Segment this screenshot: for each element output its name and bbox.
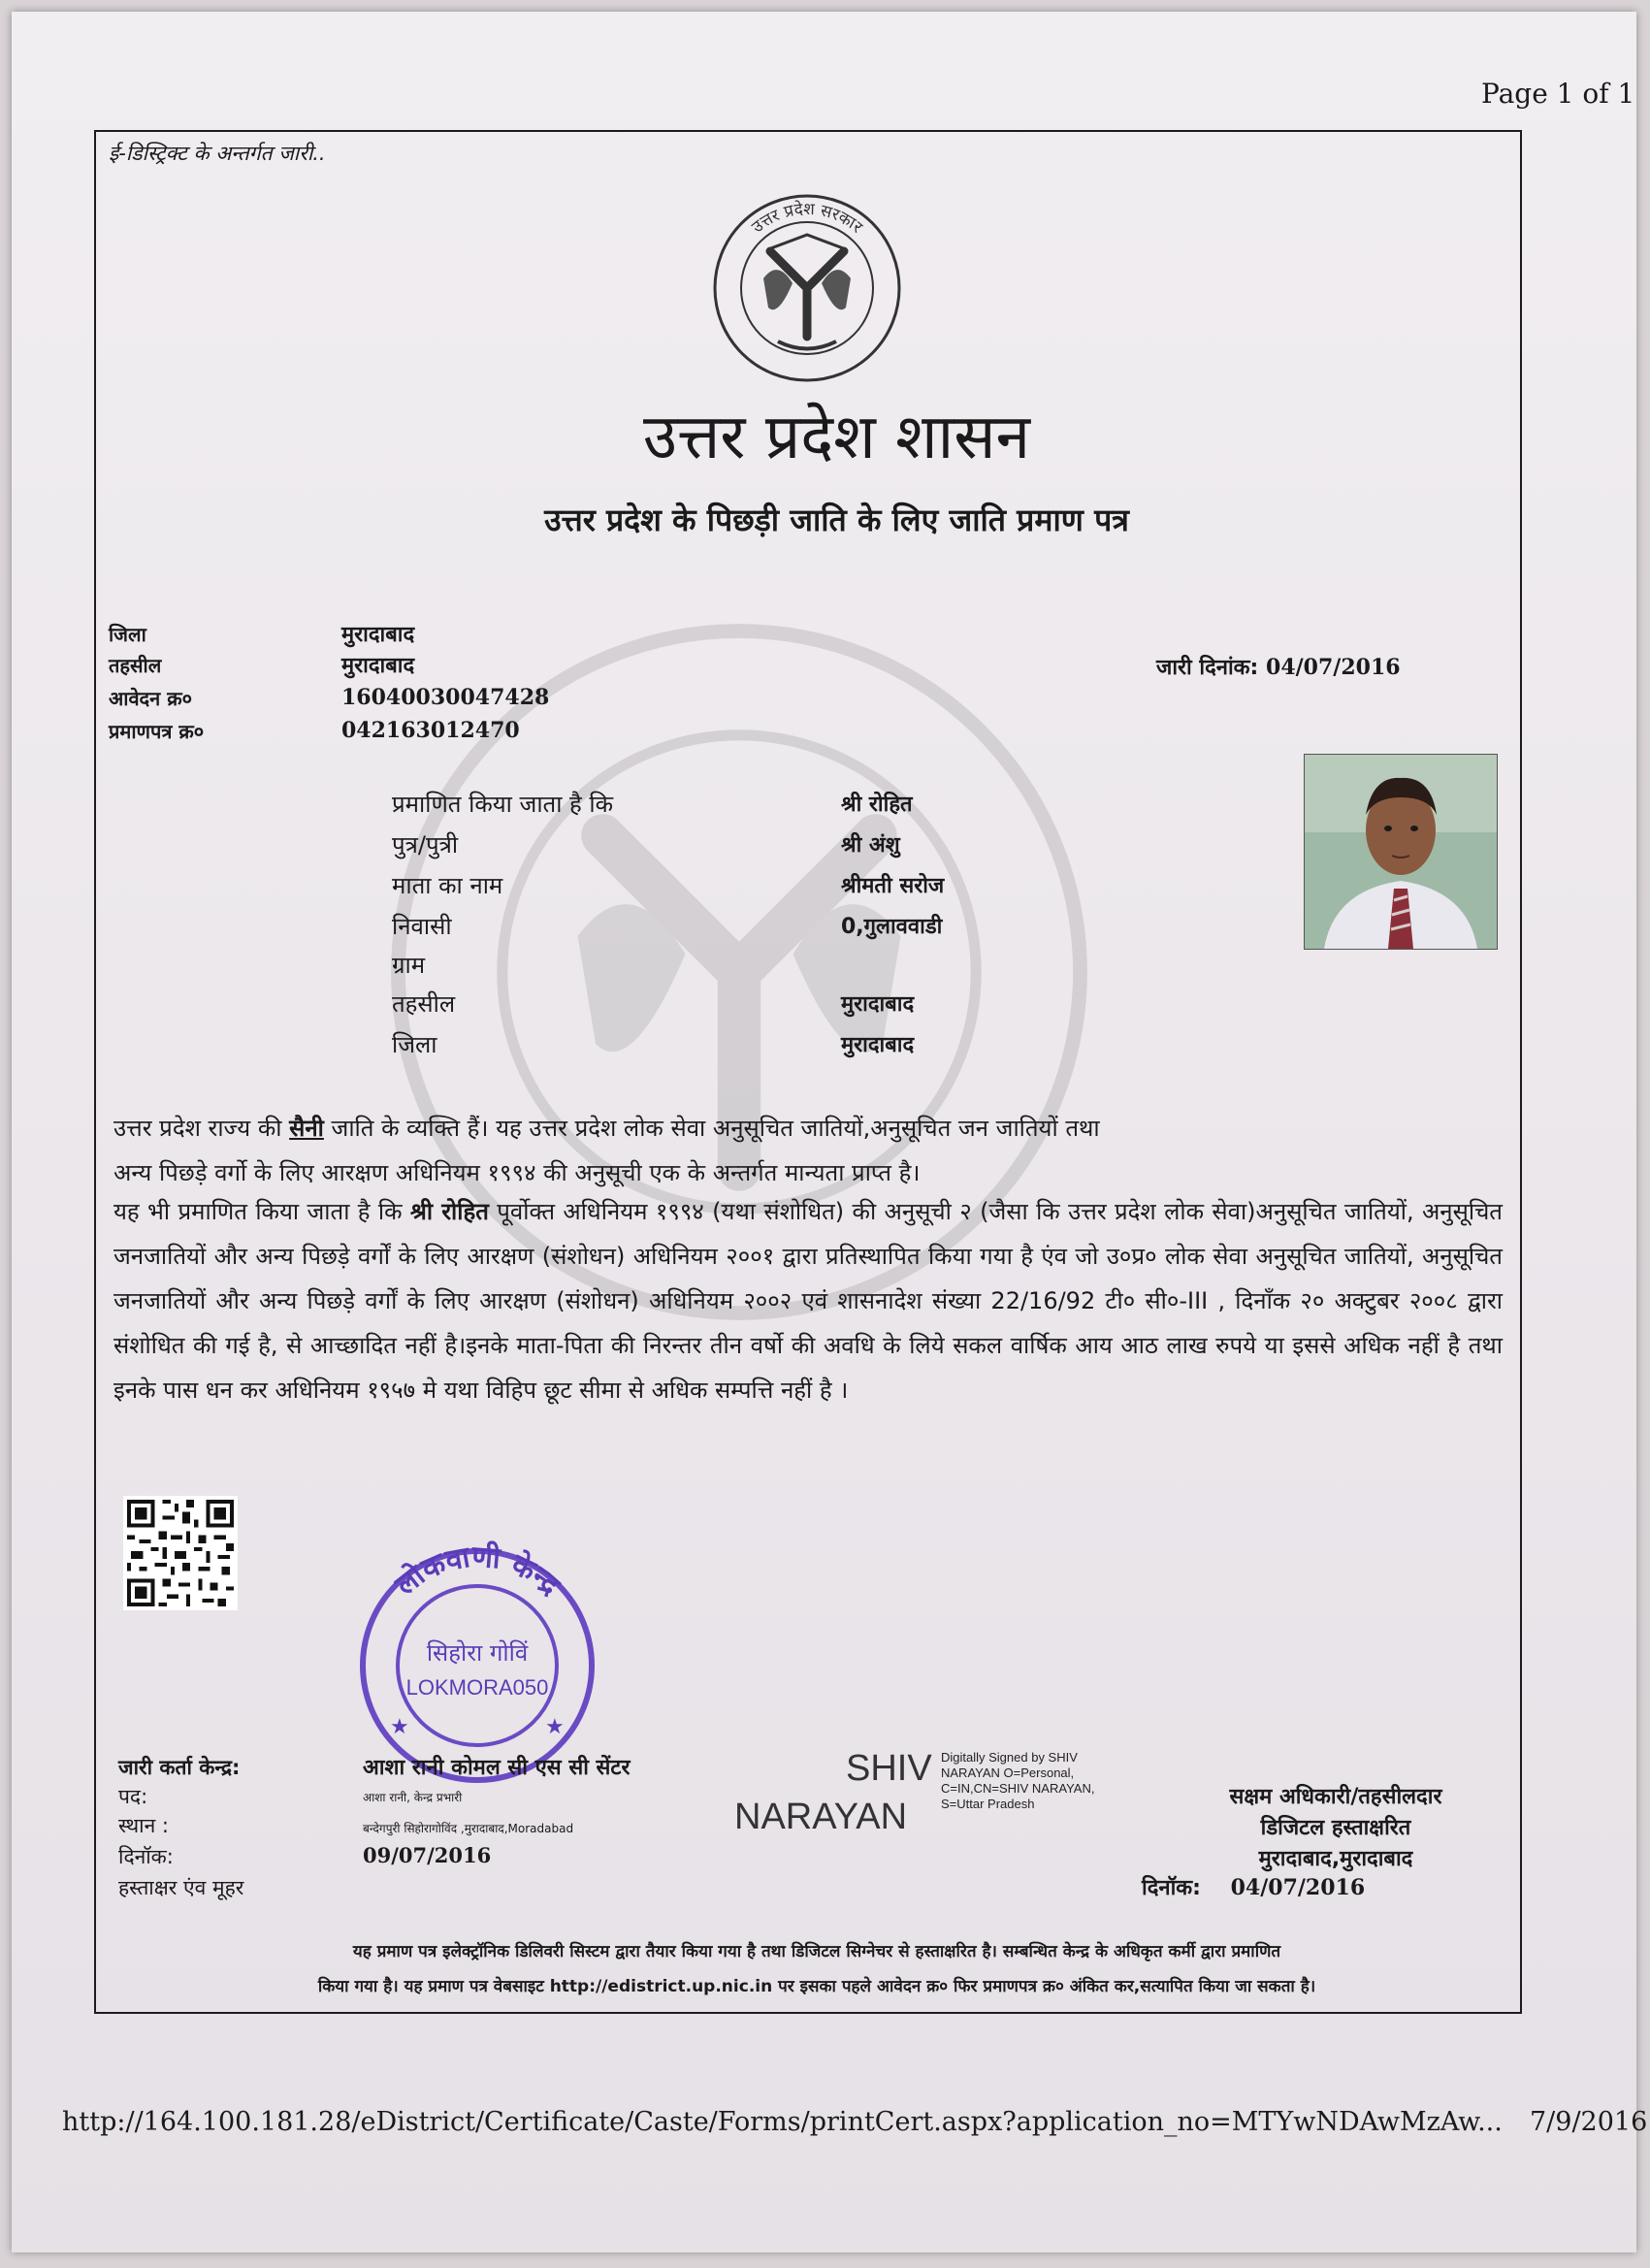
resident-label: निवासी — [392, 913, 452, 940]
certificate-no-label: प्रमाणपत्र क्र० — [109, 720, 205, 743]
page-label: Page 1 of 1 — [1481, 78, 1635, 110]
district-label: जिला — [109, 623, 146, 646]
issuing-center-label: जारी कर्ता केन्द्र: — [118, 1756, 241, 1779]
signer-name-last: NARAYAN — [734, 1797, 908, 1837]
place-label: स्थान : — [118, 1814, 170, 1837]
issue-date-label: जारी दिनांक: — [1156, 656, 1259, 680]
signature-seal-label: हस्ताक्षर एंव मूहर — [118, 1876, 244, 1899]
authority-date-label: दिनॉक: — [1142, 1876, 1201, 1900]
certificate-no-value: 042163012470 — [341, 718, 520, 743]
verification-note-line2: किया गया है। यह प्रमाण पत्र वेबसाइट http://edistrict.up.nic.in पर इसका पहले आवेदन क्र० फिर प्रमाणपत्र क्र० अंकित कर,सत्यापित किया जा सकता है। — [317, 1977, 1316, 1996]
certificate-subtitle: उत्तर प्रदेश के पिछड़ी जाति के लिए जाति प्रमाण पत्र — [544, 502, 1129, 538]
issue-date — [1156, 652, 1401, 681]
print-url: http://164.100.181.28/eDistrict/Certificate/Caste/Forms/printCert.aspx?application_no=MTYwNDAwMzAw... — [62, 2107, 1503, 2137]
caste-name: सैनी — [289, 1115, 324, 1142]
issue-date-value: 04/07/2016 — [1266, 655, 1401, 680]
certified-label: प्रमाणित किया जाता है कि — [392, 791, 614, 818]
post-value: आशा रानी, केन्द्र प्रभारी — [363, 1791, 463, 1804]
up-government-emblem — [710, 191, 904, 385]
parent-name: श्री अंशु — [841, 833, 900, 858]
svg-text:लोकवाणी केन्द्र — [388, 1539, 567, 1604]
application-no-label: आवेदन क्र० — [109, 687, 193, 710]
district-value: मुरादाबाद — [341, 623, 415, 647]
income-statement-name: श्री रोहित — [409, 1198, 489, 1225]
resident-value: 0,गुलाववाडी — [841, 915, 943, 939]
detail-tehsil-value: मुरादाबाद — [841, 992, 915, 1017]
certified-name: श्री रोहित — [841, 793, 913, 817]
caste-statement-line2: अन्य पिछड़े वर्गो के लिए आरक्षण अधिनियम १९९४ की अनुसूची एक के अन्तर्गत मान्यता प्राप्त है। — [113, 1159, 921, 1186]
mother-label: माता का नाम — [392, 872, 503, 899]
emblem-text: उत्तर प्रदेश सरकार — [748, 199, 866, 238]
verification-note-line1: यह प्रमाण पत्र इलेक्ट्रॉनिक डिलिवरी सिस्टम द्वारा तैयार किया गया है तथा डिजिटल सिग्नेचर से हस्ताक्षरित है। सम्बन्धित केन्द्र के अधिकृत कर्मी द्वारा प्रमाणित — [352, 1942, 1281, 1961]
applicant-photo — [1304, 754, 1498, 950]
post-label: पद: — [118, 1785, 148, 1808]
issue-center-date-label: दिनॉक: — [118, 1845, 174, 1868]
caste-statement — [113, 1106, 1503, 1195]
page-title: उत्तर प्रदेश शासन — [643, 402, 1030, 473]
signature-detail-line: S=Uttar Pradesh — [941, 1797, 1035, 1811]
signature-details — [941, 1750, 1094, 1812]
detail-district-label: जिला — [392, 1031, 437, 1058]
tehsil-label: तहसील — [109, 654, 162, 677]
authority-date — [1142, 1872, 1365, 1901]
print-date: 7/9/2016 — [1530, 2107, 1648, 2137]
caste-statement-intro: उत्तर प्रदेश राज्य की — [113, 1115, 290, 1142]
issuing-center-value: आशा रानी कोमल सी एस सी सेंटर — [363, 1756, 631, 1780]
caste-statement-rest: जाति के व्यक्ति हैं। यह उत्तर प्रदेश लोक सेवा अनुसूचित जातियों,अनुसूचित जन जातियों तथा — [323, 1115, 1100, 1142]
stamp-line1: सिहोरा गोविं — [426, 1639, 529, 1667]
income-statement — [113, 1189, 1503, 1412]
signature-detail-line: NARAYAN O=Personal, — [941, 1766, 1075, 1780]
stamp-outer-text: लोकवाणी केन्द्र — [389, 1539, 566, 1603]
detail-district-value: मुरादाबाद — [841, 1033, 915, 1057]
village-label: ग्राम — [392, 952, 426, 979]
issue-center-date-value: 09/07/2016 — [363, 1843, 492, 1867]
qr-code — [123, 1496, 238, 1610]
authority-location: मुरादाबाद,मुरादाबाद — [1258, 1847, 1413, 1871]
certificate-paper — [12, 12, 1648, 2252]
header-note: ई-डिस्ट्रिक्ट के अन्तर्गत जारी.. — [109, 142, 326, 165]
signer-name-first: SHIV — [846, 1748, 932, 1789]
authority-date-value: 04/07/2016 — [1230, 1875, 1366, 1900]
svg-text:★: ★ — [545, 1715, 565, 1739]
signature-detail-line: Digitally Signed by SHIV — [941, 1750, 1078, 1765]
svg-text:★: ★ — [390, 1715, 409, 1739]
authority-digital-signed: डिजिटल हस्ताक्षरित — [1260, 1816, 1411, 1840]
stamp-line2: LOKMORA050 — [405, 1675, 549, 1700]
signature-detail-line: C=IN,CN=SHIV NARAYAN, — [941, 1781, 1095, 1796]
income-statement-intro: यह भी प्रमाणित किया जाता है कि — [113, 1198, 410, 1225]
mother-name: श्रीमती सरोज — [841, 874, 945, 898]
authority-title: सक्षम अधिकारी/तहसीलदार — [1229, 1785, 1442, 1809]
place-value: बन्देगपुरी सिहोरागोविंद ,मुरादाबाद,Moradabad — [363, 1822, 574, 1835]
income-statement-body: पूर्वोक्त अधिनियम १९९४ (यथा संशोधित) की अनुसूची २ (जैसा कि उत्तर प्रदेश लोक सेवा)अनुसूचित जातियों, अनुसूचित जनजातियों और अन्य पिछड़े वर्गों के लिए आरक्षण (संशोधन) अधिनियम २००१ द्वारा प्रतिस्थापित किया गया है एंव जो उ०प्र० लोक सेवा अनुसूचित जातियों, अनुसूचित जनजातियों और अन्य पिछड़े वर्गों के लिए आरक्षण (संशोधन) अधिनियम २००२ एवं शासनादेश संख्या 22/16/92 टी० सी०-III , दिनाँक २० अक्टुबर २००८ द्वारा संशोधित की गई है, से आच्छादित नहीं है।इनके माता-पिता की निरन्तर तीन वर्षो की अवधि के लिये सकल वार्षिक आय आठ लाख रुपये या इससे अधिक नहीं है तथा इनके पास धन कर अधिनियम १९५७ मे यथा विहिप छूट सीमा से अधिक सम्पत्ति नहीं है । — [113, 1198, 1503, 1404]
application-no-value: 16040030047428 — [341, 685, 550, 710]
detail-tehsil-label: तहसील — [392, 990, 456, 1018]
parent-label: पुत्र/पुत्री — [392, 831, 459, 859]
verification-note — [128, 1934, 1505, 2004]
tehsil-value: मुरादाबाद — [341, 654, 415, 678]
